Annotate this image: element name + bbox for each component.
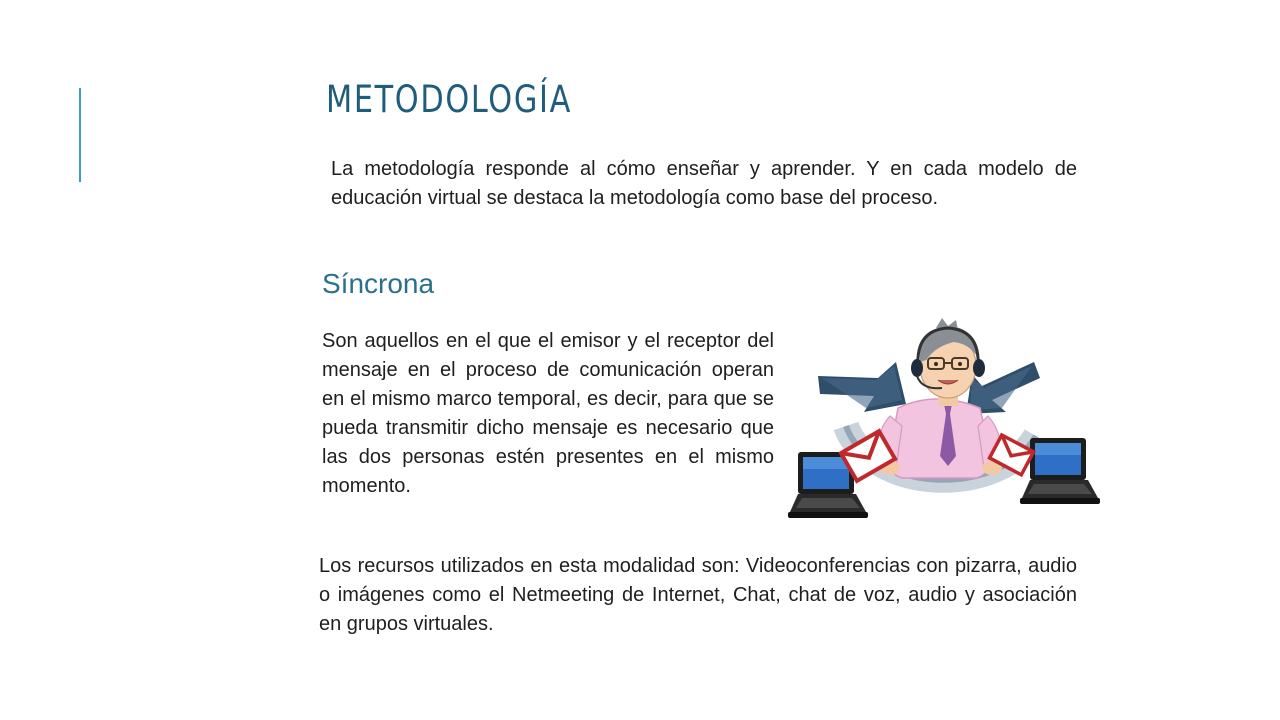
resources-paragraph: Los recursos utilizados en esta modalidad son: Videoconferencias con pizarra, audio o imágenes como el Netmeeting de Internet, Chat, chat de voz, audio y asociación en grupos virtuales. — [319, 555, 1077, 635]
slide-title: METODOLOGÍA — [326, 78, 572, 121]
sync-description: Son aquellos en el que el emisor y el receptor del mensaje en el proceso de comunicación operan en el mismo marco temporal, es decir, para que se pueda transmitir dicho mensaje es necesario que las dos personas estén presentes en el mismo momento. — [322, 330, 774, 497]
section-subtitle: Síncrona — [322, 268, 435, 299]
laptop-right-icon — [1020, 438, 1100, 504]
accent-bar — [79, 88, 81, 182]
person-headset-laptops-email-icon — [786, 316, 1102, 530]
intro-paragraph: La metodología responde al cómo enseñar y aprender. Y en cada modelo de educación virtual se destaca la metodología como base del proceso. — [331, 158, 1077, 209]
